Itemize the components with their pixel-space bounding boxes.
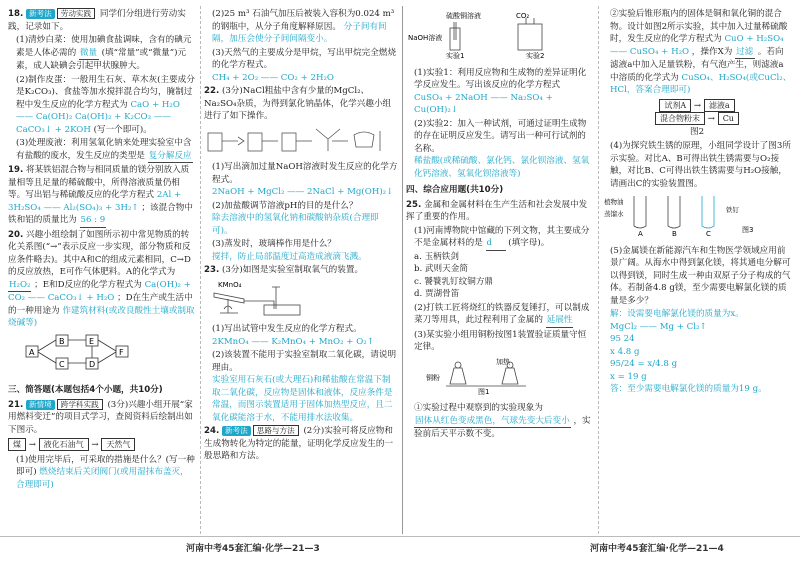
procedure-figure [204, 125, 398, 160]
page-footer: 河南中考45套汇编·化学—21—4 [590, 544, 724, 554]
option-item: c. 饕餮乳钉纹铜方鼎 [414, 276, 494, 287]
q21-part3 [204, 47, 398, 85]
answer-line: 95/24 = x/4.8 g [610, 359, 678, 369]
q25-part1 [406, 225, 594, 301]
q25-part3a [406, 402, 594, 441]
question-number: 18. [8, 9, 24, 19]
q23-part2 [204, 349, 398, 424]
page-footer: 河南中考45套汇编·化学—21—3 [186, 544, 320, 554]
fig-label: NaOH溶液 [408, 34, 443, 42]
figure-3 [602, 192, 792, 243]
answer-text: 燃烧结束后关闭阀门(或用湿抹布盖灭，合理即可) [16, 467, 189, 490]
answer-line: 答：至少需要电解氯化镁的质量为19 g。 [610, 384, 767, 394]
answer-text: Ca(OH)₂ + CO₂ —— CaCO₃↓ + H₂O [8, 279, 191, 303]
question-text: ；E和D反应的化学方程式为 [34, 279, 142, 290]
question-text: (4)为探究铁生锈的原理，小组同学设计了图3所示实验。对比A、B可得出铁生锈需要与O₂接触，对比B、C可得出铁生锈需要与H₂O接触，请画出C的实验装置图。 [610, 141, 791, 189]
q18-part1 [8, 34, 196, 73]
transformation-diagram [8, 332, 196, 381]
question-text: ②实验后锥形瓶内的固体是铜和氧化铜的混合物。设计如图2所示实验，其中加入过量稀硫酸时，发生反应的化学方程式为 [610, 9, 788, 44]
q23-part1 [204, 323, 398, 348]
tag-badge: 劳动实践 [57, 8, 95, 19]
node-label: F [119, 347, 124, 357]
reagent-label: KMnO₄ [218, 280, 242, 289]
question-text: (2)打铁工匠将烧红的铁器反复锤打，可以制成菜刀等用具，此过程利用了金属的 [414, 302, 590, 325]
q24-part1 [406, 67, 594, 117]
node-label: D [89, 359, 96, 369]
q25-part2 [406, 302, 594, 328]
question-19 [8, 164, 196, 228]
q22-part2 [204, 200, 398, 238]
answer-text: 实验室用石灰石(或大理石)和稀盐酸在常温下制取二氧化碳，反应物是固体和液体，反应条件是常温，而图示装置适用于固体加热型反应，且二氧化碳能溶于水，不能用排水法收集。 [212, 375, 393, 423]
question-text: (2)25 m³ 石油气加压后被装入容积为0.024 m³的钢瓶中，从分子角度解释原因。 [212, 9, 395, 32]
fig-label: 图3 [742, 226, 754, 234]
question-text: (填“常量”或“微量”)元素，成人缺碘会引起甲状腺肿大。 [16, 47, 187, 71]
tag-badge: 思路与方法 [253, 425, 299, 436]
fig-label: 蒸馏水 [604, 210, 624, 218]
tag-badge: 新考法 [26, 9, 55, 19]
answer-text: 作建筑材料(或改良酸性土壤或制取烧碱等) [8, 305, 195, 328]
question-text: (2)该装置不能用于实验室制取二氧化碳，请说明理由。 [212, 350, 397, 373]
column-2 [204, 8, 398, 464]
question-23 [204, 264, 398, 277]
figure-1 [406, 356, 594, 401]
fig-label: 硫酸铜溶液 [446, 12, 481, 20]
fig-label: C [706, 230, 711, 238]
question-stem: 同学们分组进行劳动实践，记录如下。 [8, 9, 186, 32]
option-item: b. 武则天金简 [414, 264, 468, 274]
answer-text: 分子间有间隔，加压会使分子间间隔变小。 [212, 21, 387, 44]
answer-text: 2NaOH + MgCl₂ —— 2NaCl + Mg(OH)₂↓ [212, 187, 394, 197]
fig-label: B [672, 230, 677, 238]
chain-box: 煤 [8, 438, 26, 451]
column-1 [8, 8, 196, 492]
node-label: E [89, 336, 95, 346]
question-text: ；D在生产或生活中的一种用途为 [8, 293, 193, 316]
question-text: (2)加盐酸调节溶液pH的目的是什么？ [212, 200, 358, 211]
question-text: (写一个即可)。 [93, 124, 152, 135]
answer-blank: 固体从红色变成黑色，气球先变大后变小 [414, 415, 571, 429]
answer-line: 95 24 [610, 334, 635, 344]
answer-line: 解：设需要电解氯化镁的质量为x。 [610, 309, 744, 319]
question-text: (1)使用完毕后，可采取的措施是什么？(写一种即可) [16, 454, 195, 477]
question-text: (2)实验2：加入一种试剂，可通过证明生成物的存在证明反应发生。请写出一种可行试剂的名称。 [414, 118, 587, 154]
question-text: ①实验过程中观察到的实验现象为 [414, 403, 543, 413]
answer-text: CuO + H₂SO₄ —— CuSO₄ + H₂O [610, 34, 784, 57]
question-text: (3)蒸发时，玻璃棒作用是什么？ [212, 239, 336, 249]
question-text: (5)金属镁在新能源汽车和生物医学领域应用前景广阔。从海水中得到氯化镁，将其通电分解可以得到镁，同时生成一种由双原子分子构成的气体。若制备4.8 g镁，至少需要电解氯化镁的质量是多少？ [610, 245, 791, 306]
fig-label: 铜粉 [426, 373, 440, 382]
answer-line: x 4.8 g [610, 346, 640, 357]
question-number: 19. [8, 165, 24, 175]
question-text: (3分)兴趣小组开展“家用燃料变迁”的项目式学习，查阅资料后绘制出如下图示。 [8, 399, 193, 435]
tag-badge: 新情境 [26, 400, 55, 410]
fig-label: 实验2 [526, 52, 545, 60]
balance-svg [406, 356, 566, 396]
question-text: 兴趣小组绘制了如图所示初中常见物质的转化关系图(“→”表示反应一步实现，部分物质和反应条件略去)。其中A和C的组成元素相同，C→D的反应放热，E可作气体肥料。A的化学式为 [8, 229, 191, 277]
lab-procedure-svg [204, 125, 394, 155]
tag-badge: 新考法 [222, 426, 251, 436]
question-text: 。若向滤液a中加入足量铁粉，有气泡产生，则滤液a中溶质的化学式为 [610, 46, 784, 83]
option-item: a. 玉柄铁剑 [414, 251, 459, 262]
answer-text: 搅拌，防止局部温度过高造成液滴飞溅。 [212, 251, 367, 262]
question-text: ；该混合物中铁和铝的质量比为 [8, 202, 193, 225]
answer-blank: 过滤 [735, 46, 755, 60]
q18-part3 [8, 137, 196, 163]
q18-part2 [8, 74, 196, 137]
q25-part3 [406, 329, 594, 354]
flow-box: 滤液a [704, 99, 735, 112]
calculation-answer [602, 308, 792, 396]
question-22 [204, 85, 398, 123]
chain-box: 液化石油气 [39, 438, 89, 451]
apparatus-svg [204, 279, 334, 317]
answer-text: 除去溶液中的氢氧化钠和碳酸钠杂质(合理即可)。 [212, 213, 379, 236]
flow-box: Cu [718, 112, 739, 125]
question-number: 20. [8, 229, 24, 240]
flow-box: 试剂A [659, 99, 691, 112]
question-text: (1)清炒白菜：使用加碘食盐调味，含有的碘元素是人体必需的 [16, 35, 192, 58]
q25-part5 [602, 245, 792, 308]
question-text: ，实验前后天平示数不变。 [414, 415, 591, 439]
relation-diagram-svg [8, 332, 138, 376]
answer-text: 2Al + 3H₂SO₄ —— Al₂(SO₄)₃ + 3H₂↑ [8, 190, 182, 213]
column-3 [406, 8, 594, 442]
answer-line: MgCl₂ —— Mg + Cl₂↑ [610, 321, 707, 332]
answer-blank: 微量 [79, 47, 99, 61]
q25-part3b [602, 8, 792, 97]
answer-blank: 延展性 [546, 314, 574, 328]
fig-label: 图1 [478, 387, 490, 396]
question-20 [8, 229, 196, 330]
q22-part3 [204, 238, 398, 263]
question-text: (1)河南博物院中馆藏的下列文物，其主要成分不是金属材料的是 [414, 225, 590, 248]
option-item: d. 贾湖骨笛 [414, 289, 460, 299]
column-4 [602, 8, 792, 396]
fig-label: 加热 [496, 357, 510, 366]
answer-text: CuSO₄ + 2NaOH —— Na₂SO₄ + Cu(OH)₂↓ [414, 92, 553, 115]
question-text: (3分)NaCl粗盐中含有少量的MgCl₂、Na₂SO₄杂质，为得到氯化钠晶体，化学兴趣小组进行了如下操作。 [204, 86, 392, 121]
question-text: (1)写出滴加过量NaOH溶液时发生反应的化学方程式。 [212, 162, 398, 185]
section-heading: 三、简答题(本题包括4个小题，共10分) [8, 385, 163, 395]
question-text: 金属和金属材料在生产生活和社会发展中发挥了重要的作用。 [406, 199, 588, 222]
fig-label: 铁钉 [726, 206, 739, 214]
question-text: (3)天然气的主要成分是甲烷，写出甲烷完全燃烧的化学方程式。 [212, 47, 397, 70]
answer-text: CH₄ + 2O₂ —— CO₂ + 2H₂O [212, 72, 334, 83]
question-24 [204, 425, 398, 463]
question-25 [406, 199, 594, 224]
answer-text: Ca(OH)₂ + K₂CO₃ —— CaCO₃↓ + 2KOH [16, 112, 171, 135]
figure-2: 试剂A → 滤液a 混合物粉末 → Cu 图2 [602, 99, 792, 139]
fig-label: 植物油 [604, 198, 624, 206]
answer-text: CaO + H₂O —— Ca(OH)₂ [16, 99, 180, 122]
flow-box: 混合物粉末 [655, 112, 705, 125]
column-divider [598, 6, 599, 534]
question-18 [8, 8, 196, 33]
question-text: (1)实验1：利用反应物和生成物的差异证明化学反应发生。写出该反应的化学方程式 [414, 67, 587, 90]
q24-part2 [406, 118, 594, 181]
section-heading: 四、综合应用题(共10分) [406, 185, 504, 195]
question-text: (1)写出试管中发生反应的化学方程式。 [212, 324, 362, 334]
question-text: (2分)实验可将反应物和生成物转化为特定的能量，证明化学反应发生的一般思路和方法。 [204, 426, 394, 461]
column-divider [200, 6, 201, 534]
answer-blank: 复分解反应 [148, 150, 193, 164]
fig-label: CO₂ [516, 12, 530, 20]
page-divider [402, 6, 403, 534]
fig-label: 实验1 [446, 52, 465, 60]
question-text: 将某铁铝混合物与相同质量的镁分别放入质量相等且足量的稀硫酸中，所得溶液质量仍相等。写出铝与稀硫酸反应的化学方程式 [8, 165, 190, 200]
answer-blank: H₂O₂ [8, 279, 31, 293]
tag-badge: 跨学科实践 [57, 399, 103, 410]
oxygen-apparatus [204, 279, 398, 322]
experiments-svg [406, 10, 592, 60]
q21-part2 [204, 8, 398, 46]
question-text: (3分)如图是实验室制取氧气的装置。 [221, 265, 364, 275]
answer-text: CuSO₄、H₂SO₄(或CuCl₂、HCl，答案合理即可) [610, 72, 792, 95]
question-text: (填字母)。 [508, 238, 550, 248]
fuel-chain: 煤 → 液化石油气 → 天然气 [8, 438, 196, 452]
q25-part4 [602, 140, 792, 190]
question-text: (3)某实验小组用铜粉按图1装置验证质量守恒定律。 [414, 329, 587, 352]
node-label: A [29, 347, 35, 357]
q22-part1 [204, 161, 398, 199]
answer-blank: d [486, 237, 506, 251]
answer-blank: 56 : 9 [80, 214, 107, 228]
figure-caption: 图2 [689, 126, 705, 137]
node-label: B [59, 336, 65, 346]
question-text: (2)制作皮蛋：一般用生石灰、草木灰(主要成分是K₂CO₃)、食盐等加水搅拌混合均匀，腌制过程中发生反应的化学方程式为 [16, 74, 195, 110]
answer-text: 2KMnO₄ —— K₂MnO₄ + MnO₂ + O₂↑ [212, 336, 374, 347]
footer-rule [0, 536, 800, 537]
experiment-figure [406, 10, 594, 65]
answer-line: x = 19 g [610, 371, 647, 382]
question-number: 22. [204, 86, 220, 96]
q21-part1 [8, 454, 196, 492]
question-number: 25. [406, 199, 422, 210]
fig-label: A [638, 230, 643, 238]
question-number: 24. [204, 426, 220, 436]
question-number: 21. [8, 399, 24, 410]
question-text: (3)处理废液：利用氢氧化钠来处理实验室中含有盐酸的废水，发生反应的类型是 [16, 138, 192, 161]
rust-experiment-svg [602, 192, 772, 238]
question-number: 23. [204, 265, 220, 275]
question-21 [8, 399, 196, 437]
chain-box: 天然气 [101, 438, 135, 451]
question-text: ，操作X为 [691, 46, 733, 57]
node-label: C [59, 359, 65, 369]
answer-text: 稀盐酸(或稀硫酸、氯化钙、氯化钡溶液、氢氧化钙溶液、氢氧化钡溶液等) [414, 156, 590, 179]
